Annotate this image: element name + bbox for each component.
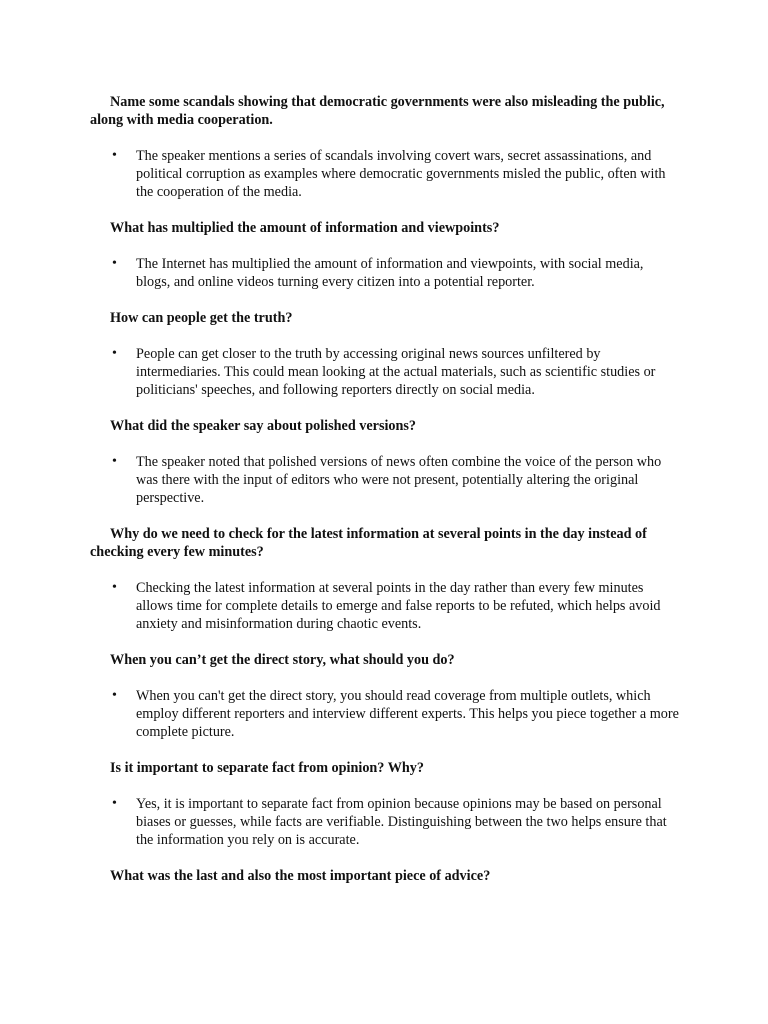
bullet-icon: • [112, 454, 117, 469]
question-5: Why do we need to check for the latest information at several points in the day instead of checking every few minutes? [90, 526, 647, 560]
answer-list-1 [90, 147, 680, 201]
answer-list-7 [90, 795, 680, 849]
answer-5 [90, 579, 680, 633]
question-3: How can people get the truth? [110, 310, 293, 326]
bullet-icon: • [112, 148, 117, 163]
answer-list-6 [90, 687, 680, 741]
answer-list-5 [90, 579, 680, 633]
answer-1 [90, 147, 680, 201]
qa-block-4 [90, 417, 680, 507]
answer-text-1: The speaker mentions a series of scandals involving covert wars, secret assassinations, and political corruption as examples where democratic governments misled the public, often with the cooperation of the media. [136, 148, 666, 200]
question-1: Name some scandals showing that democratic governments were also misleading the public, along with media cooperation. [90, 94, 665, 128]
answer-4 [90, 453, 680, 507]
bullet-icon: • [112, 580, 117, 595]
document-page [90, 93, 680, 903]
answer-text-6: When you can't get the direct story, you should read coverage from multiple outlets, which employ different reporters and interview different experts. This helps you piece together a more complete picture. [136, 688, 679, 740]
qa-block-7 [90, 759, 680, 849]
bullet-icon: • [112, 688, 117, 703]
answer-list-4 [90, 453, 680, 507]
qa-block-5 [90, 525, 680, 633]
bullet-icon: • [112, 256, 117, 271]
answer-text-4: The speaker noted that polished versions of news often combine the voice of the person who was there with the input of editors who were not present, potentially altering the original perspective. [136, 454, 662, 506]
answer-6 [90, 687, 680, 741]
answer-list-2 [90, 255, 680, 291]
question-6: When you can’t get the direct story, what should you do? [110, 652, 455, 668]
answer-text-2: The Internet has multiplied the amount of information and viewpoints, with social media, blogs, and online videos turning every citizen into a potential reporter. [136, 256, 644, 290]
qa-block-6 [90, 651, 680, 741]
bullet-icon: • [112, 796, 117, 811]
question-8: What was the last and also the most important piece of advice? [110, 868, 491, 884]
qa-block-3 [90, 309, 680, 399]
qa-block-8 [90, 867, 680, 885]
question-7: Is it important to separate fact from opinion? Why? [110, 760, 424, 776]
bullet-icon: • [112, 346, 117, 361]
answer-list-3 [90, 345, 680, 399]
answer-text-7: Yes, it is important to separate fact from opinion because opinions may be based on personal biases or guesses, while facts are verifiable. Distinguishing between the two helps ensure that the information you rely on is accurate. [136, 796, 667, 848]
answer-text-3: People can get closer to the truth by accessing original news sources unfiltered by intermediaries. This could mean looking at the actual materials, such as scientific studies or politicians' speeches, and following reporters directly on social media. [136, 346, 656, 398]
answer-3 [90, 345, 680, 399]
answer-7 [90, 795, 680, 849]
question-4: What did the speaker say about polished versions? [110, 418, 417, 434]
qa-block-1 [90, 93, 680, 201]
question-2: What has multiplied the amount of information and viewpoints? [110, 220, 500, 236]
answer-text-5: Checking the latest information at several points in the day rather than every few minutes allows time for complete details to emerge and false reports to be refuted, which helps avoid anxiety and misinformation during chaotic events. [136, 580, 661, 632]
answer-2 [90, 255, 680, 291]
qa-block-2 [90, 219, 680, 291]
